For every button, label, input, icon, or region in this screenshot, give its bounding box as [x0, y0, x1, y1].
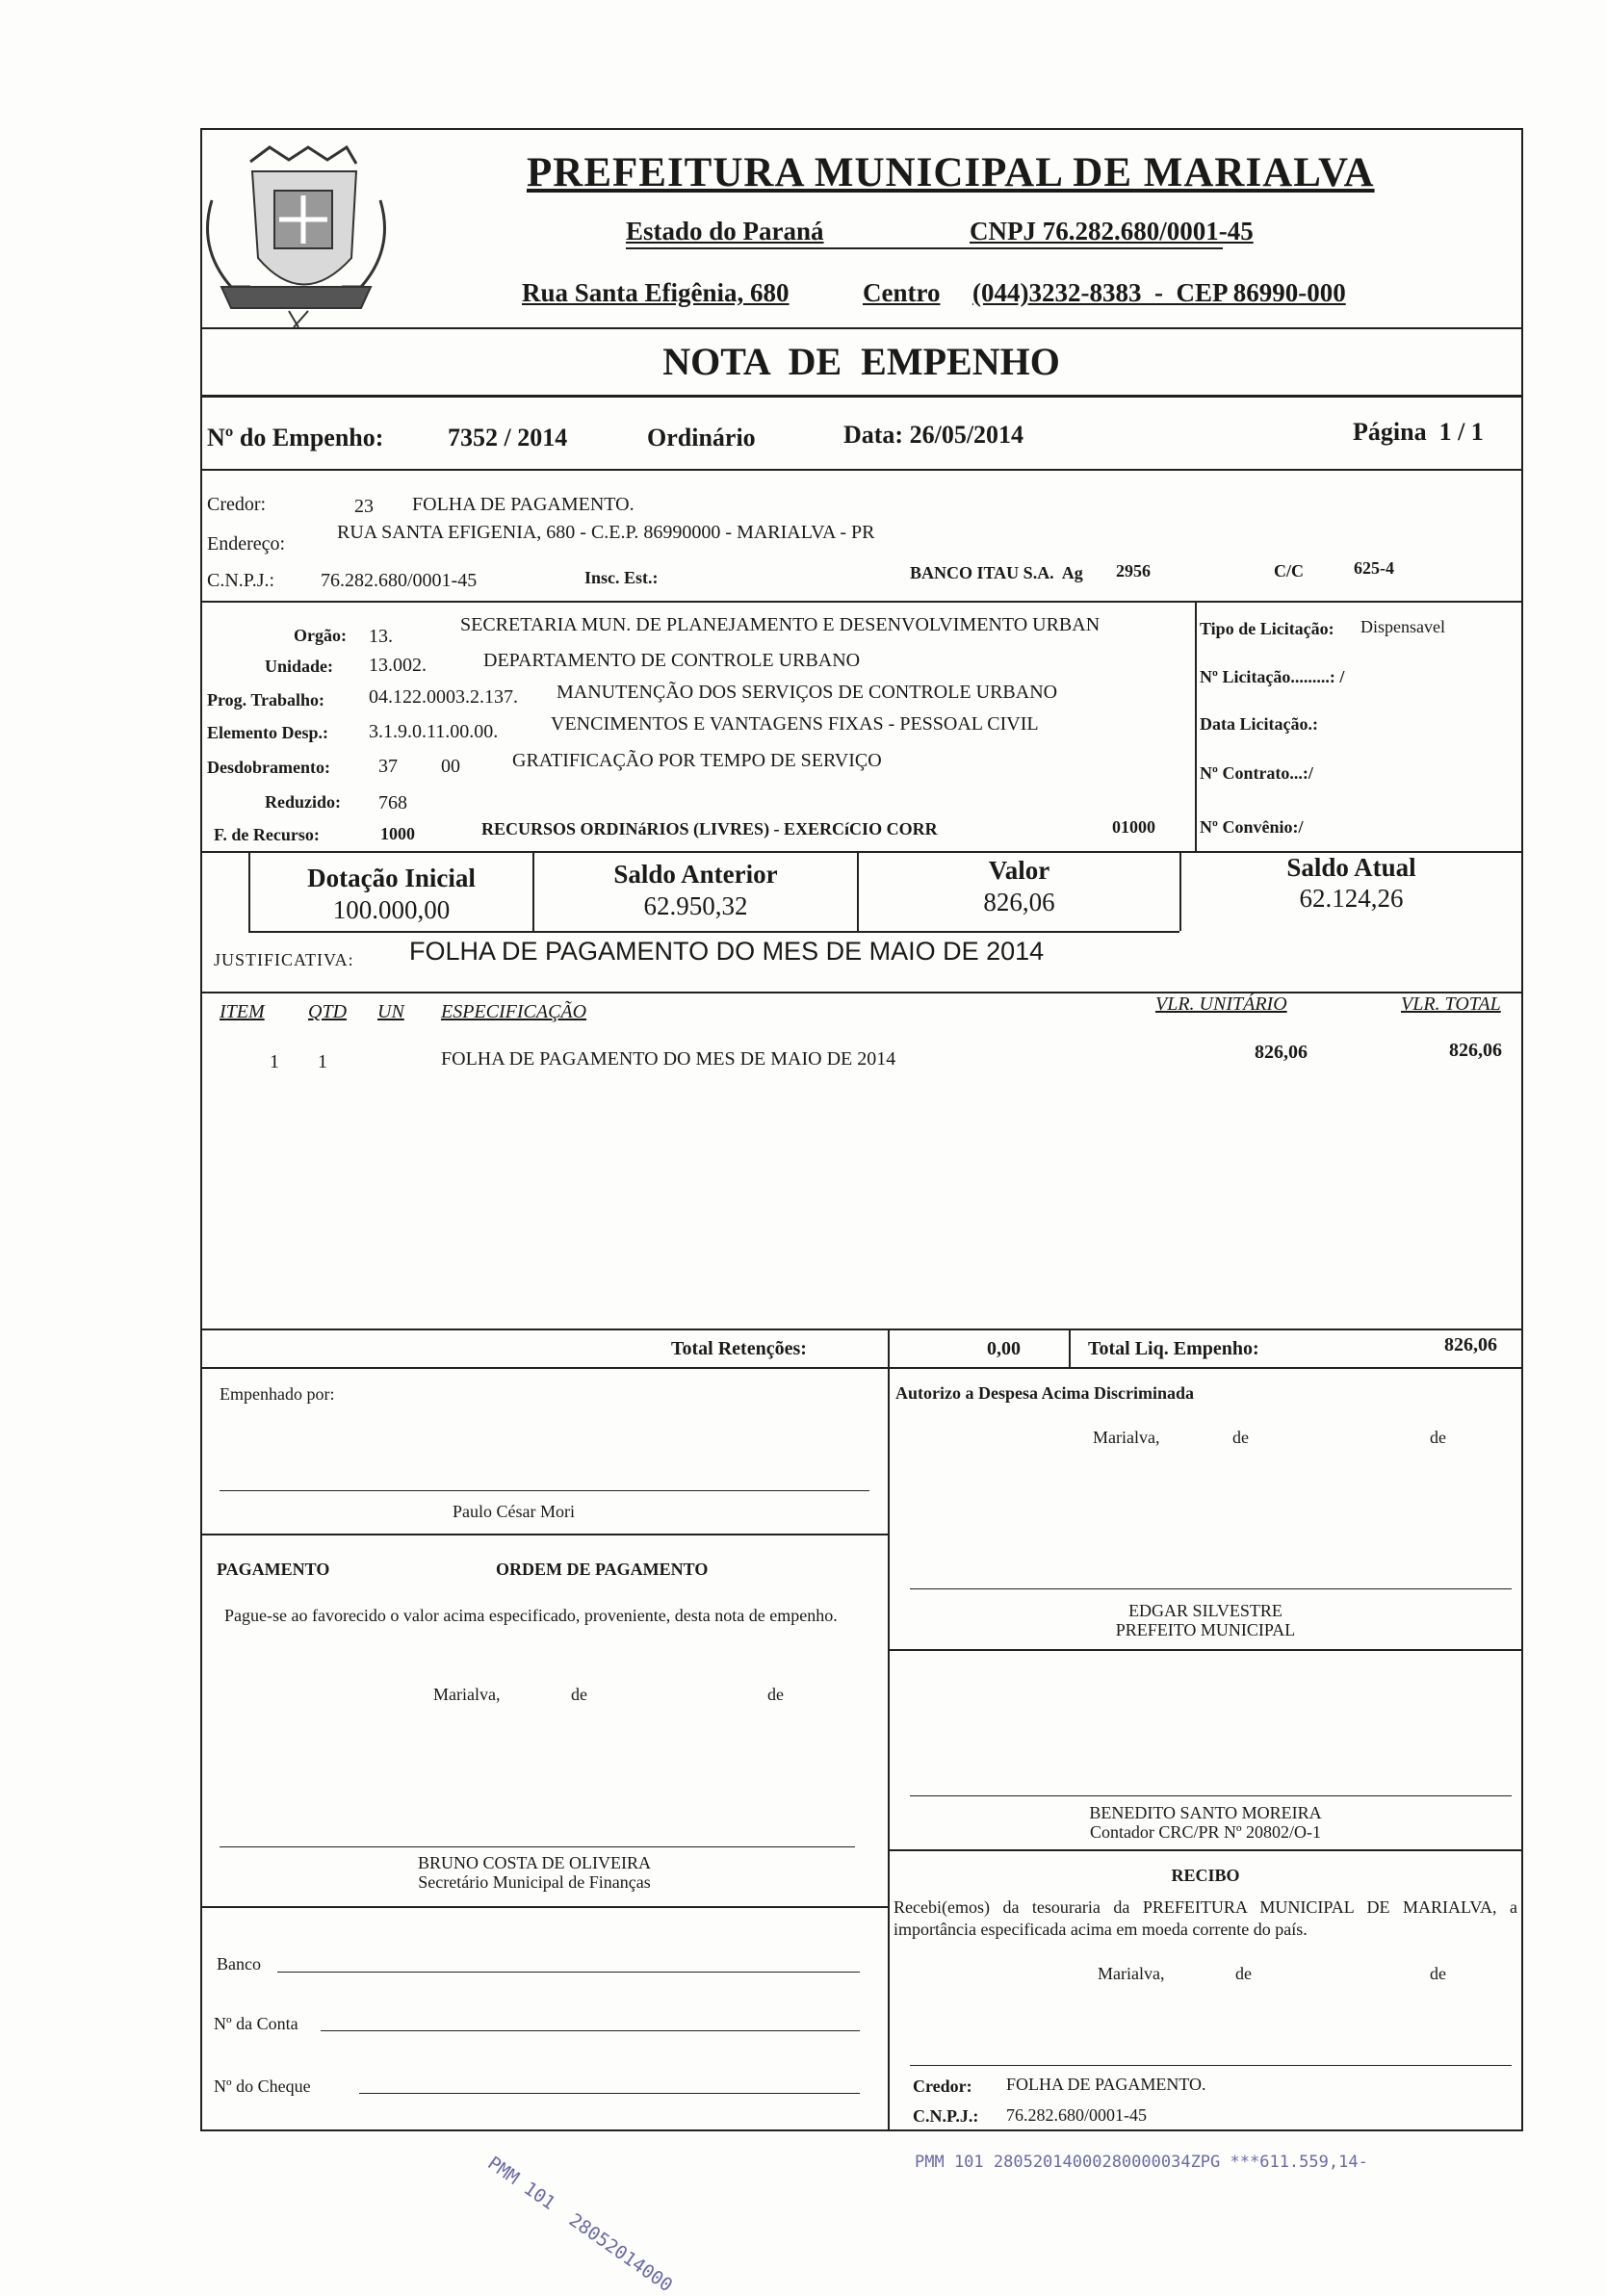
col-header-item: ITEM: [220, 1001, 265, 1022]
saldo-atual-value: 62.124,26: [1299, 884, 1404, 913]
rule-totals-top: [200, 1329, 1522, 1330]
empenhado-signature-line: [220, 1490, 869, 1491]
credor-name: FOLHA DE PAGAMENTO.: [412, 494, 635, 515]
header-underline-gap: [626, 247, 1223, 249]
contador-cargo: Contador CRC/PR Nº 20802/O-1: [1089, 1822, 1322, 1842]
bank-stamp-left: PMM 101 28052014000: [483, 2153, 677, 2296]
autorizo-de-2: de: [1430, 1428, 1446, 1447]
state-name: Estado do Paraná: [626, 217, 824, 245]
pague-se-text: Pague-se ao favorecido o valor acima especificado, proveniente, desta nota de empenho.: [224, 1606, 838, 1625]
unidade-name: DEPARTAMENTO DE CONTROLE URBANO: [483, 650, 861, 671]
frame-bottom: [200, 2129, 1522, 2131]
autorizo-text: Autorizo a Despesa Acima Discriminada: [895, 1383, 1194, 1403]
contador-signature-line: [910, 1795, 1512, 1796]
saldo-box-bottom: [248, 931, 1179, 933]
col-header-valor-total: VLR. TOTAL: [1401, 993, 1501, 1015]
frame-left: [200, 128, 202, 1524]
rule-doc-title-top: [200, 327, 1522, 329]
numero-conta-label: Nº da Conta: [214, 2014, 298, 2033]
item-row-description: FOLHA DE PAGAMENTO DO MES DE MAIO DE 2014: [441, 1048, 896, 1070]
elemento-label: Elemento Desp.:: [207, 723, 328, 742]
frame-top: [200, 128, 1522, 130]
credor-code: 23: [354, 496, 374, 517]
rule-left-banco-top: [200, 1906, 888, 1908]
numero-contrato: Nº Contrato...:/: [1200, 763, 1313, 783]
recibo-cnpj: 76.282.680/0001-45: [1006, 2105, 1147, 2125]
total-retencoes-value: 0,00: [987, 1338, 1021, 1359]
numero-cheque-label: Nº do Cheque: [214, 2077, 311, 2096]
item-row-qty: 1: [318, 1051, 327, 1072]
empenho-date: Data: 26/05/2014: [843, 421, 1024, 449]
orgao-name: SECRETARIA MUN. DE PLANEJAMENTO E DESENVOLVIMENTO URBAN: [460, 614, 1101, 635]
totals-divider-1: [888, 1329, 890, 1367]
prog-trabalho-name: MANUTENÇÃO DOS SERVIÇOS DE CONTROLE URBANO: [557, 682, 1058, 703]
recibo-de-2: de: [1430, 1964, 1446, 1983]
header-address: Rua Santa Efigênia, 680: [522, 278, 790, 307]
desdobramento-code: 37: [378, 756, 398, 777]
total-liquido-label: Total Liq. Empenho:: [1088, 1338, 1259, 1359]
valor-label: Valor: [988, 856, 1050, 885]
orgao-code: 13.: [369, 626, 393, 647]
dotacao-inicial-value: 100.000,00: [332, 895, 451, 924]
header-district: Centro: [863, 278, 941, 307]
empenhado-por-label: Empenhado por:: [220, 1384, 335, 1404]
recibo-title: RECIBO: [1171, 1866, 1240, 1885]
banco-label: Banco: [217, 1954, 261, 1974]
reduzido-code: 768: [378, 792, 407, 813]
credor-cnpj: 76.282.680/0001-45: [321, 570, 478, 591]
totals-divider-2: [1069, 1329, 1071, 1367]
orgao-label: Orgão:: [294, 626, 347, 645]
autorizo-de-1: de: [1232, 1428, 1249, 1447]
elemento-name: VENCIMENTOS E VANTAGENS FIXAS - PESSOAL CIVIL: [551, 713, 1039, 735]
justificativa-text: FOLHA DE PAGAMENTO DO MES DE MAIO DE 2014: [409, 937, 1045, 966]
empenho-type: Ordinário: [647, 424, 756, 451]
desdobramento-label: Desdobramento:: [207, 758, 330, 777]
prefeito-nome: EDGAR SILVESTRE: [1128, 1601, 1282, 1620]
insc-est-label: Insc. Est.:: [584, 568, 659, 587]
pagamento-de-1: de: [571, 1685, 587, 1704]
cnpj-label: C.N.P.J.:: [207, 570, 275, 591]
unidade-label: Unidade:: [265, 657, 334, 676]
recibo-cnpj-label: C.N.P.J.:: [913, 2106, 979, 2126]
recibo-signature-line: [910, 2065, 1512, 2066]
conta-field-line: [321, 2030, 860, 2031]
recibo-text: Recebi(emos) da tesouraria da PREFEITURA MUNICIPAL DE MARIALVA, a importância especificada acima em moeda corrente do país.: [894, 1897, 1517, 1939]
numero-convenio: Nº Convênio:/: [1200, 817, 1304, 837]
address-label: Endereço:: [207, 533, 286, 555]
total-liquido-value: 826,06: [1444, 1334, 1497, 1355]
recibo-credor-label: Credor:: [913, 2077, 972, 2096]
secretario-signature-line: [220, 1846, 855, 1847]
tipo-licitacao-label: Tipo de Licitação:: [1200, 619, 1334, 638]
rule-empenho-bottom: [200, 469, 1522, 471]
rule-right-prefeito-bottom: [888, 1649, 1522, 1651]
item-row-total-value: 826,06: [1449, 1040, 1502, 1061]
frame-right-lower: [1521, 1521, 1523, 2131]
empenho-number: 7352 / 2014: [448, 424, 568, 451]
bank-stamp-right: PMM 101 28052014000280000034ZPG ***611.559,14-: [915, 2153, 1368, 2172]
prog-trabalho-label: Prog. Trabalho:: [207, 690, 325, 709]
frame-left-lower: [200, 1521, 202, 2131]
frame-right: [1521, 128, 1523, 1524]
ordem-pagamento-label: ORDEM DE PAGAMENTO: [496, 1560, 709, 1579]
coat-of-arms-logo: [193, 142, 400, 335]
pagamento-label: PAGAMENTO: [217, 1560, 330, 1579]
pagamento-de-2: de: [767, 1685, 784, 1704]
rule-doc-title-bottom: [200, 395, 1522, 398]
item-row-number: 1: [270, 1051, 279, 1072]
rule-right-contador-bottom: [888, 1849, 1522, 1851]
cheque-field-line: [359, 2093, 860, 2094]
recibo-cidade: Marialva,: [1098, 1964, 1165, 1983]
unidade-code: 13.002.: [369, 655, 427, 676]
bank-name: BANCO ITAU S.A. Ag: [910, 563, 1083, 582]
page-number: Página 1 / 1: [1353, 418, 1484, 446]
valor-value: 826,06: [983, 888, 1055, 916]
rule-totals-bottom: [200, 1367, 1522, 1369]
col-header-un: UN: [377, 1001, 404, 1022]
empenho-number-label: Nº do Empenho:: [207, 424, 384, 451]
document-title: NOTA DE EMPENHO: [662, 340, 1060, 383]
numero-licitacao: Nº Licitação.........: /: [1200, 667, 1345, 686]
header-cnpj: CNPJ 76.282.680/0001-45: [970, 217, 1254, 245]
rule-left-pagamento-top: [200, 1534, 888, 1535]
rule-credor-bottom: [200, 601, 1522, 603]
credor-label: Credor:: [207, 494, 267, 515]
rule-signature-divider: [888, 1367, 890, 2131]
prog-trabalho-code: 04.122.0003.2.137.: [369, 686, 518, 708]
col-header-qtd: QTD: [308, 1001, 348, 1022]
reduzido-label: Reduzido:: [265, 792, 342, 812]
saldo-anterior-label: Saldo Anterior: [613, 860, 778, 889]
empenhado-nome: Paulo César Mori: [453, 1502, 575, 1521]
tipo-licitacao-value: Dispensavel: [1360, 617, 1445, 636]
secretario-nome: BRUNO COSTA DE OLIVEIRA: [417, 1853, 652, 1872]
prefeito-cargo: PREFEITO MUNICIPAL: [1115, 1620, 1296, 1639]
elemento-code: 3.1.9.0.11.00.00.: [369, 721, 499, 742]
desdobramento-name: GRATIFICAÇÃO POR TEMPO DE SERVIÇO: [512, 750, 882, 771]
col-header-especificacao: ESPECIFICAÇÃO: [441, 1001, 587, 1022]
item-row-unit-value: 826,06: [1255, 1042, 1308, 1063]
recurso-number: 01000: [1112, 817, 1155, 837]
header-phone-cep: (044)3232-8383 - CEP 86990-000: [972, 278, 1346, 307]
bank-agency: 2956: [1116, 561, 1151, 580]
banco-field-line: [277, 1972, 860, 1973]
justificativa-label: JUSTIFICATIVA:: [214, 950, 354, 969]
recurso-name: RECURSOS ORDINáRIOS (LIVRES) - EXERCíCIO CORR: [481, 819, 938, 838]
recurso-code: 1000: [380, 824, 415, 843]
rule-items-top: [200, 992, 1522, 993]
col-header-valor-unitario: VLR. UNITÁRIO: [1155, 993, 1287, 1015]
recibo-de-1: de: [1235, 1964, 1252, 1983]
secretario-cargo: Secretário Municipal de Finanças: [418, 1872, 651, 1892]
autorizo-cidade: Marialva,: [1093, 1428, 1160, 1447]
page-title: PREFEITURA MUNICIPAL DE MARIALVA: [527, 150, 1375, 195]
recibo-credor-name: FOLHA DE PAGAMENTO.: [1006, 2075, 1206, 2094]
desdobramento-sub: 00: [441, 756, 460, 777]
account-label: C/C: [1274, 561, 1304, 580]
total-retencoes-label: Total Retenções:: [671, 1338, 807, 1359]
recurso-label: F. de Recurso:: [214, 825, 320, 844]
dotacao-inicial-label: Dotação Inicial: [307, 864, 476, 892]
account-number: 625-4: [1354, 558, 1394, 578]
pagamento-cidade: Marialva,: [433, 1685, 501, 1704]
saldo-atual-label: Saldo Atual: [1286, 853, 1416, 882]
credor-address: RUA SANTA EFIGENIA, 680 - C.E.P. 86990000 - MARIALVA - PR: [337, 522, 875, 543]
data-licitacao: Data Licitação.:: [1200, 714, 1318, 734]
saldo-anterior-value: 62.950,32: [643, 891, 748, 920]
rule-licitacao-divider: [1195, 603, 1197, 851]
prefeito-signature-line: [910, 1588, 1512, 1589]
contador-nome: BENEDITO SANTO MOREIRA: [1089, 1803, 1322, 1822]
